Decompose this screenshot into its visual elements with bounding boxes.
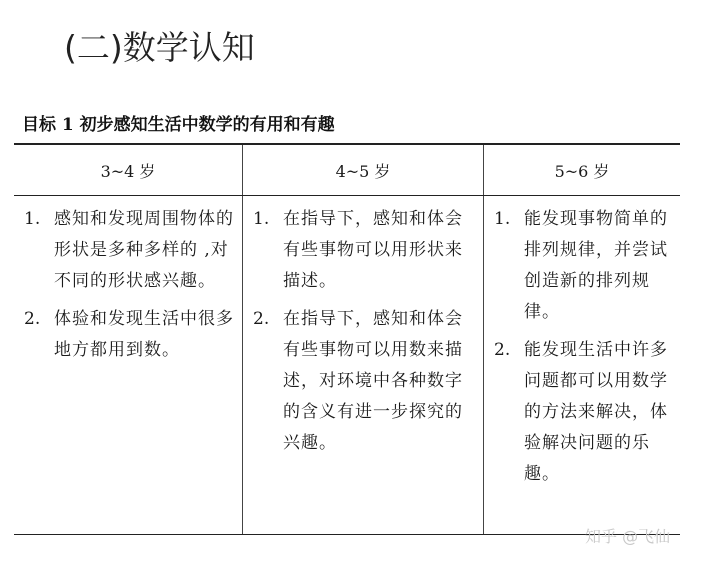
goal-caption: 目标 1 初步感知生活中数学的有用和有趣 — [22, 115, 335, 135]
item-text: 感知和发现周围物体的形状是多种多样的 ,对不同的形状感兴趣。 — [54, 209, 234, 291]
item-number: 2. — [24, 309, 41, 329]
item-number: 2. — [494, 340, 511, 360]
list-item — [24, 304, 238, 366]
goals-table — [14, 143, 680, 535]
item-number: 2. — [253, 309, 270, 329]
item-text: 在指导下，感知和体会有些事物可以用形状来描述。 — [283, 209, 463, 291]
item-text: 体验和发现生活中很多地方都用到数。 — [54, 309, 234, 360]
list-item — [494, 335, 676, 490]
body-row — [14, 196, 680, 535]
header-age-5-6: 5~6 岁 — [484, 144, 681, 196]
column-age-5-6 — [484, 196, 681, 535]
item-text: 能发现生活中许多问题都可以用数学的方法来解决，体验解决问题的乐趣。 — [524, 340, 668, 484]
item-number: 1. — [24, 209, 41, 229]
header-age-4-5: 4~5 岁 — [243, 144, 484, 196]
list-item — [253, 304, 479, 459]
header-age-3-4: 3~4 岁 — [14, 144, 243, 196]
item-text: 在指导下，感知和体会有些事物可以用数来描述，对环境中各种数字的含义有进一步探究的兴趣。 — [283, 309, 463, 453]
item-text: 能发现事物简单的排列规律，并尝试创造新的排列规律。 — [524, 209, 668, 322]
list-item — [253, 204, 479, 297]
item-number: 1. — [253, 209, 270, 229]
section-title: (二)数学认知 — [64, 28, 255, 67]
header-row — [14, 144, 680, 196]
column-age-4-5 — [243, 196, 484, 535]
list-item — [494, 204, 676, 328]
item-number: 1. — [494, 209, 511, 229]
list-item — [24, 204, 238, 297]
watermark: 知乎 @飞仙 — [585, 527, 671, 546]
column-age-3-4 — [14, 196, 243, 535]
